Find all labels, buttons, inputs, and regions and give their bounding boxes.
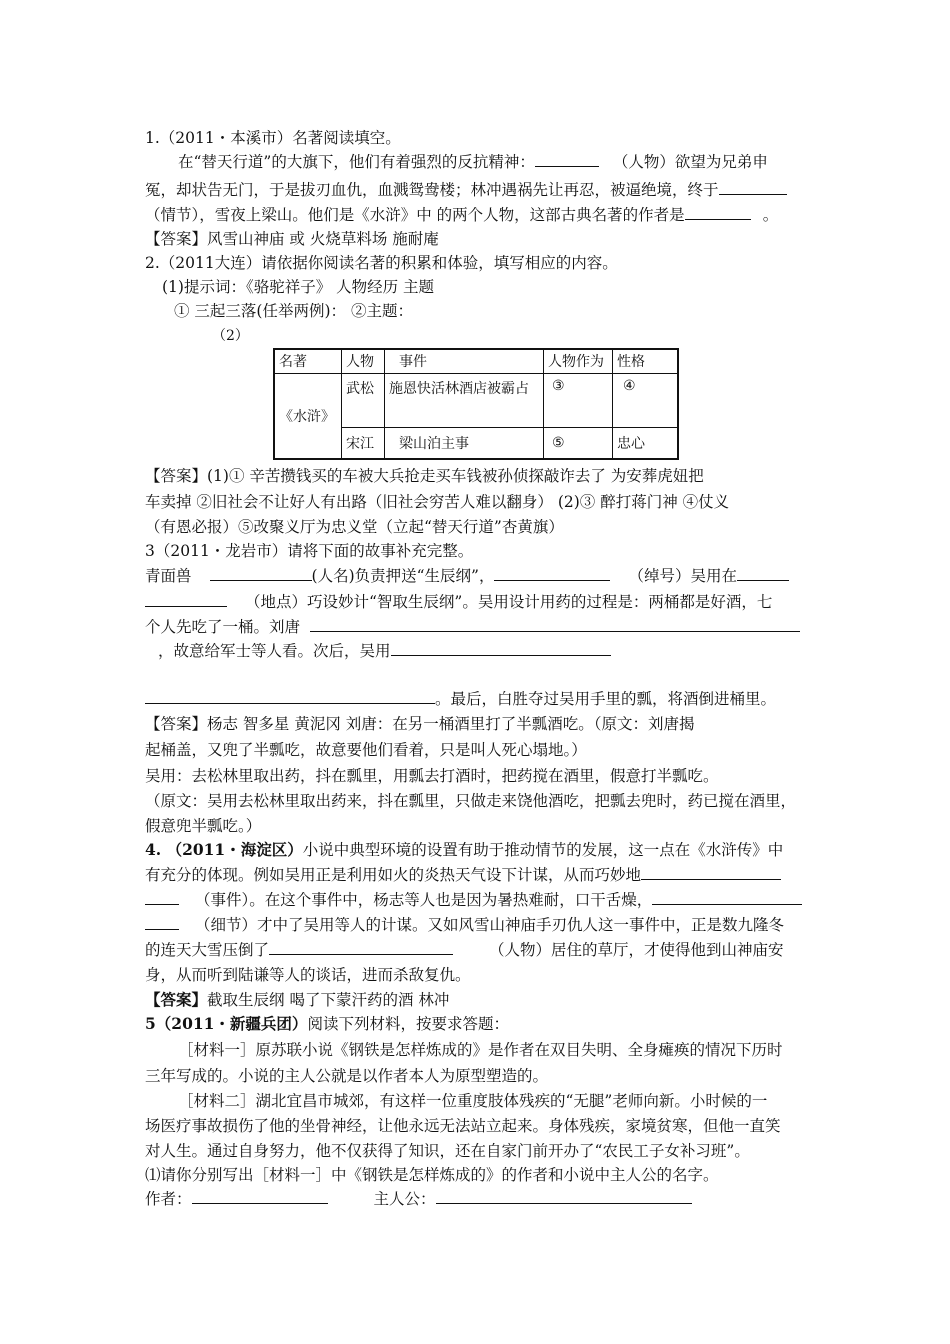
table-cell: 武松	[342, 373, 385, 427]
q5-heading: 5（2011・新疆兵团）阅读下列材料，按要求答题：	[145, 1014, 509, 1033]
q4-line3: （事件）。在这个事件中，杨志等人也是因为暑热难耐，口干舌燥，	[145, 890, 802, 910]
q2-answer-line3: （有恩必报）⑤改聚义厅为忠义堂（立起“替天行道”杏黄旗）	[145, 518, 564, 536]
q3-answer-line1: 【答案】杨志 智多星 黄泥冈 刘唐：在另一桶酒里打了半瓢酒吃。（原文：刘唐揭	[145, 715, 695, 733]
table-header: 事件	[385, 349, 544, 373]
table-header: 人物作为	[544, 349, 613, 373]
q2-part1: (1)提示词：《骆驼祥子》 人物经历 主题	[162, 278, 435, 296]
blank[interactable]	[145, 689, 435, 704]
q3-answer-line4: （原文：吴用去松林里取出药来，抖在瓢里，只做走来饶他酒吃，把瓢去兜时，药已搅在酒里，	[145, 792, 797, 810]
blank[interactable]	[310, 617, 800, 632]
q3-heading: 3（2011・龙岩市）请将下面的故事补充完整。	[145, 542, 474, 560]
q3-line2: （地点）巧设妙计“智取生辰纲”。吴用设计用药的过程是：两桶都是好酒，七	[145, 592, 772, 612]
q2-heading: 2.（2011大连）请依据你阅读名著的积累和体验，填写相应的内容。	[145, 254, 618, 272]
blank[interactable]	[269, 940, 453, 955]
q4-line4: （细节）才中了吴用等人的计谋。又如风雪山神庙手刃仇人这一事件中，正是数九隆冬	[145, 915, 784, 935]
blank[interactable]	[145, 592, 227, 607]
q4-answer: 【答案】截取生辰纲 喝了下蒙汗药的酒 林冲	[145, 990, 450, 1009]
q2-answer-line1: 【答案】(1)① 辛苦攒钱买的车被大兵抢走买车钱被孙侦探敲诈去了 为安葬虎妞把	[145, 467, 704, 485]
table-cell-book: 《水浒》	[274, 373, 342, 459]
q3-line1: 青面兽 (人名)负责押送“生辰纲”， （绰号）吴用在	[145, 566, 789, 586]
blank[interactable]	[719, 180, 787, 195]
q5-question1: ⑴请你分别写出［材料一］中《钢铁是怎样炼成的》的作者和小说中主人公的名字。	[145, 1166, 719, 1184]
q1-line3: （情节），雪夜上梁山。他们是《水浒》中 的两个人物，这部古典名著的作者是 。	[145, 206, 779, 224]
table-cell: ④	[613, 373, 679, 427]
q1-line1: 在“替天行道”的大旗下，他们有着强烈的反抗精神： （人物）欲望为兄弟申	[178, 153, 768, 171]
q3-line5: 。最后，白胜夺过吴用手里的瓢，将酒倒进桶里。	[145, 689, 776, 709]
table-cell: 梁山泊主事	[385, 427, 544, 459]
table-cell: 忠心	[613, 427, 679, 459]
q4-line5: 的连天大雪压倒了 （人物）居住的草厅，才使得他到山神庙安	[145, 941, 784, 959]
q1-heading: 1.（2011・本溪市）名著阅读填空。	[145, 129, 401, 147]
q1-answer: 【答案】风雪山神庙 或 火烧草料场 施耐庵	[145, 230, 439, 248]
table-header: 人物	[342, 349, 385, 373]
q2-part1-items: ① 三起三落(任举两例)： ②主题：	[174, 302, 413, 320]
q2-answer-line2: 车卖掉 ②旧社会不让好人有出路（旧社会穷苦人难以翻身） (2)③ 醉打蒋门神 ④仗义	[145, 493, 730, 511]
table-cell: ③	[544, 373, 613, 427]
q2-table	[273, 348, 679, 460]
table-cell: 施恩快活林酒店被霸占	[385, 373, 544, 427]
blank[interactable]	[535, 152, 599, 167]
table-cell: ⑤	[544, 427, 613, 459]
blank[interactable]	[145, 915, 179, 930]
blank[interactable]	[685, 205, 751, 220]
q3-answer-line2: 起桶盖，又兜了半瓢吃，故意要他们看着，只是叫人死心塌地。）	[145, 741, 587, 759]
q3-line3: 个人先吃了一桶。刘唐	[145, 617, 800, 637]
q5-material1-line2: 三年写成的。小说的主人公就是以作者本人为原型塑造的。	[145, 1067, 549, 1085]
q4-line2: 有充分的体现。例如吴用正是利用如火的炎热天气设下计谋，从而巧妙地	[145, 865, 781, 885]
q3-line4: ，故意给军士等人看。次后，吴用	[158, 641, 611, 661]
blank[interactable]	[145, 890, 179, 905]
q5-material2-line1: ［材料二］湖北宜昌市城郊，有这样一位重度肢体残疾的“无腿”老师向新。小时候的一	[178, 1092, 768, 1110]
table-cell: 宋江	[342, 427, 385, 459]
blank[interactable]	[737, 566, 789, 581]
q3-answer-line5: 假意兜半瓢吃。）	[145, 817, 262, 835]
hero-blank[interactable]	[436, 1189, 692, 1204]
blank[interactable]	[652, 890, 802, 905]
q1-line2: 冤，却状告无门，于是拔刃血仇，血溅鸳鸯楼；林冲遇祸先让再忍，被逼绝境，终于	[145, 180, 787, 200]
q4-line1: 4. （2011・海淀区）小说中典型环境的设置有助于推动情节的发展，这一点在《水浒传》中	[145, 840, 784, 859]
blank[interactable]	[210, 566, 312, 581]
q4-line6: 身，从而听到陆谦等人的谈话，进而杀敌复仇。	[145, 966, 471, 984]
author-blank[interactable]	[192, 1189, 328, 1204]
q5-material2-line2: 场医疗事故损伤了他的坐骨神经，让他永远无法站立起来。身体残疾，家境贫寒，但他一直笑	[145, 1117, 781, 1135]
q5-answer-fields: 作者： 主人公：	[145, 1189, 692, 1209]
q5-material2-line3: 对人生。通过自身努力，他不仅获得了知识，还在自家门前开办了“农民工子女补习班”。	[145, 1142, 750, 1160]
blank[interactable]	[391, 641, 611, 656]
blank[interactable]	[641, 865, 781, 880]
blank[interactable]	[494, 566, 610, 581]
q2-part2: （2）	[212, 328, 249, 344]
q3-answer-line3: 吴用：去松林里取出药，抖在瓢里，用瓢去打酒时，把药搅在酒里，假意打半瓢吃。	[145, 767, 719, 785]
table-header: 性格	[613, 349, 679, 373]
q5-material1-line1: ［材料一］原苏联小说《钢铁是怎样炼成的》是作者在双目失明、全身瘫痪的情况下历时	[178, 1041, 783, 1059]
table-header: 名著	[274, 349, 342, 373]
